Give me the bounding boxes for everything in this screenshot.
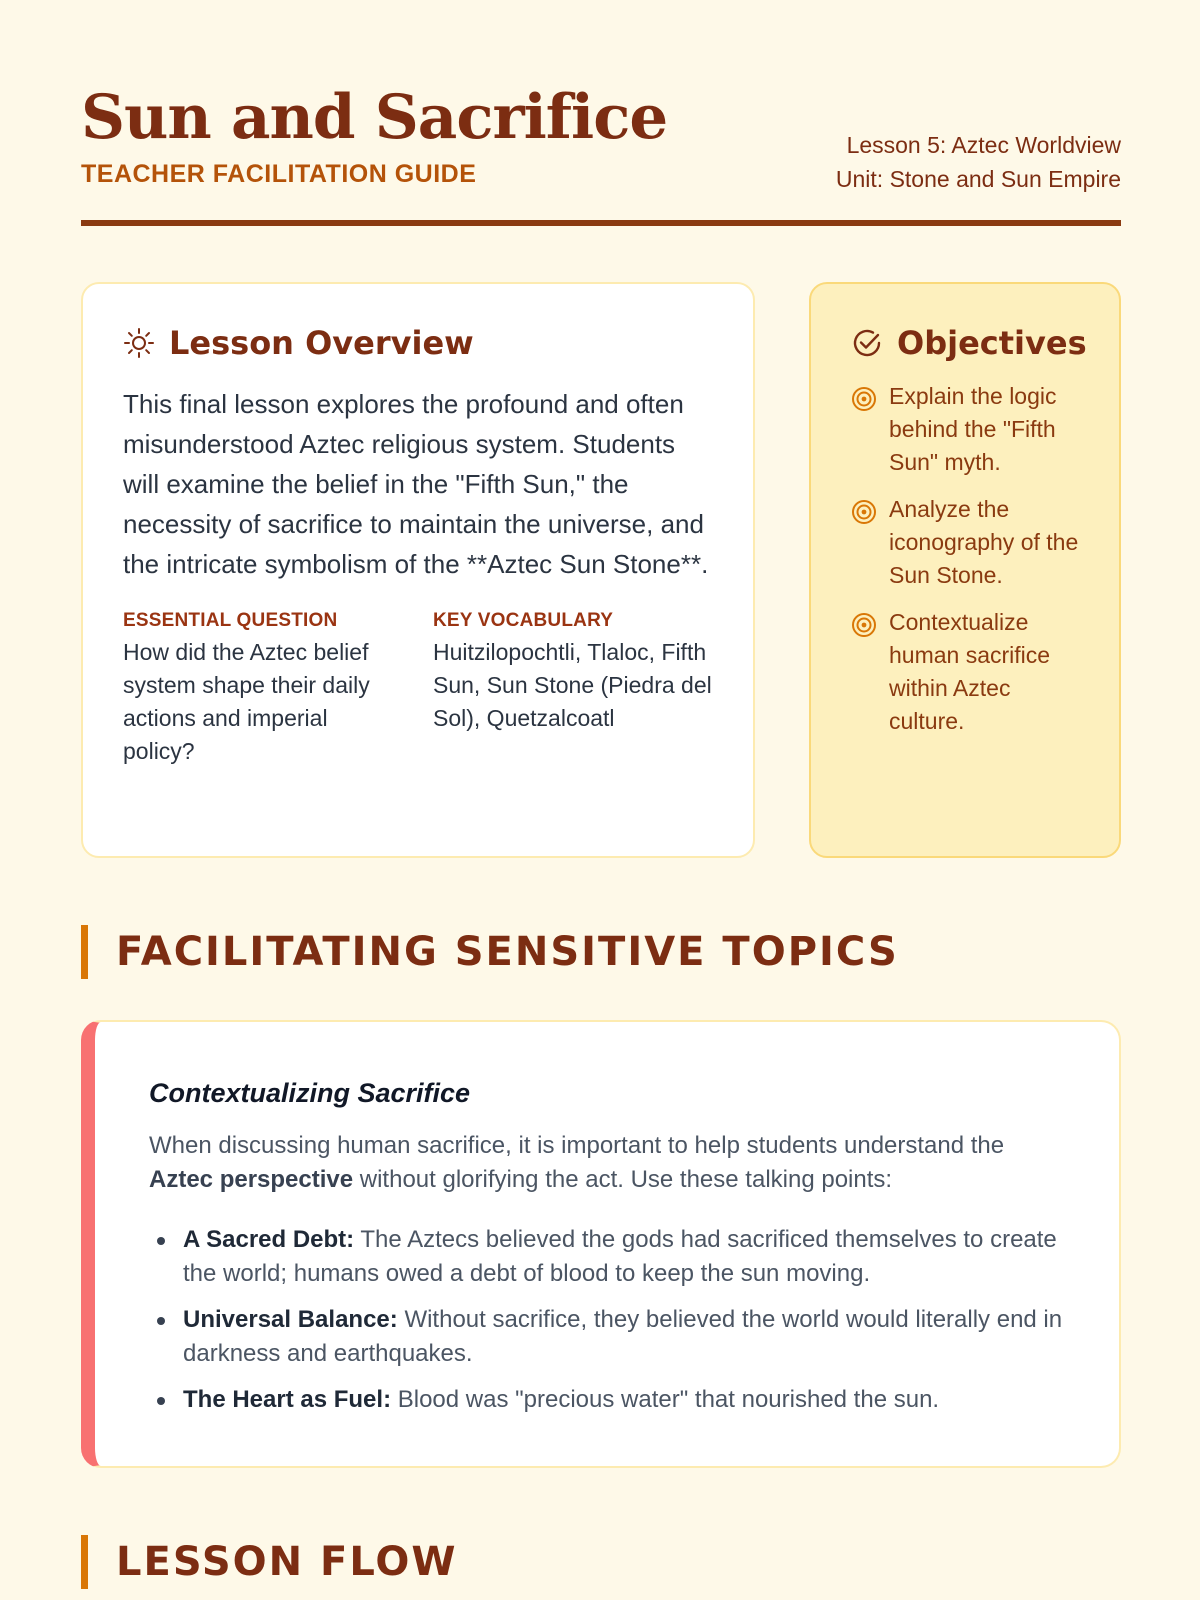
lesson-meta: [836, 128, 1121, 196]
key-vocabulary: [433, 610, 713, 768]
intro-emphasis: Aztec perspective: [149, 1166, 354, 1193]
sun-icon: [123, 327, 155, 359]
sensitive-topic-title: Contextualizing Sacrifice: [149, 1078, 471, 1108]
objective-item: [851, 606, 1079, 738]
intro-text: When discussing human sacrifice, it is important to help students understand the: [149, 1132, 1005, 1159]
target-icon: [851, 612, 877, 738]
talking-point-lead: A Sacred Debt:: [183, 1226, 355, 1253]
overview-details: [123, 610, 713, 768]
objective-item: [851, 493, 1079, 592]
overview-heading-label: Lesson Overview: [169, 324, 474, 362]
objectives-heading: [851, 324, 1087, 362]
target-icon: [851, 386, 877, 479]
talking-point: [149, 1383, 1065, 1417]
overview-heading: [123, 324, 713, 362]
key-vocabulary-text: Huitzilopochtli, Tlaloc, Fifth Sun, Sun Stone (Piedra del Sol), Quetzalcoatl: [433, 639, 712, 731]
essential-question: [123, 610, 403, 768]
check-circle-icon: [851, 327, 883, 359]
talking-point: [149, 1223, 1065, 1291]
unit-name: Unit: Stone and Sun Empire: [835, 166, 1121, 192]
talking-point-text: Blood was "precious water" that nourished the sun.: [391, 1386, 940, 1413]
intro-text-end: without glorifying the act. Use these talking points:: [353, 1166, 893, 1193]
target-icon: [851, 499, 877, 592]
talking-point-lead: Universal Balance:: [183, 1306, 398, 1333]
lesson-overview-card: [81, 282, 755, 858]
header-divider: [81, 220, 1121, 226]
sensitive-topic-intro: [149, 1129, 1065, 1197]
section-heading-sensitive: FACILITATING SENSITIVE TOPICS: [81, 925, 1121, 979]
talking-point-lead: The Heart as Fuel:: [183, 1386, 392, 1413]
objective-text: Contextualize human sacrifice within Aztec culture.: [889, 609, 1051, 734]
essential-question-label: ESSENTIAL QUESTION: [123, 610, 338, 631]
objectives-heading-label: Objectives: [897, 324, 1087, 362]
talking-points-list: [149, 1223, 1065, 1417]
objective-text: Analyze the iconography of the Sun Stone.: [889, 496, 1079, 588]
section-heading-lesson-flow: LESSON FLOW: [81, 1535, 1121, 1589]
lesson-number: Lesson 5: Aztec Worldview: [846, 132, 1121, 158]
sensitive-topic-card: [81, 1020, 1121, 1468]
essential-question-text: How did the Aztec belief system shape their daily actions and imperial policy?: [123, 639, 370, 764]
objective-item: [851, 380, 1079, 479]
key-vocabulary-label: KEY VOCABULARY: [433, 610, 614, 631]
page-title: Sun and Sacrifice: [81, 82, 668, 153]
page-subtitle: TEACHER FACILITATION GUIDE: [81, 160, 477, 188]
talking-point-text: Without sacrifice, they believed the world would literally end in darkness and earthquakes.: [183, 1306, 1063, 1367]
objectives-list: [851, 380, 1079, 738]
guide-page: [81, 0, 1121, 1585]
objectives-card: [809, 282, 1121, 858]
talking-point-text: The Aztecs believed the gods had sacrificed themselves to create the world; humans owed a debt of blood to keep the sun moving.: [183, 1226, 1057, 1287]
talking-point: [149, 1303, 1065, 1371]
page-header: [81, 0, 1121, 230]
objective-text: Explain the logic behind the "Fifth Sun" myth.: [889, 383, 1057, 475]
overview-description: This final lesson explores the profound and often misunderstood Aztec religious system. Students will examine the belief in the "Fifth Sun," the necessity of sacrifice to maintain the universe, and the intricate symbolism of the **Aztec Sun Stone**.: [123, 389, 709, 579]
